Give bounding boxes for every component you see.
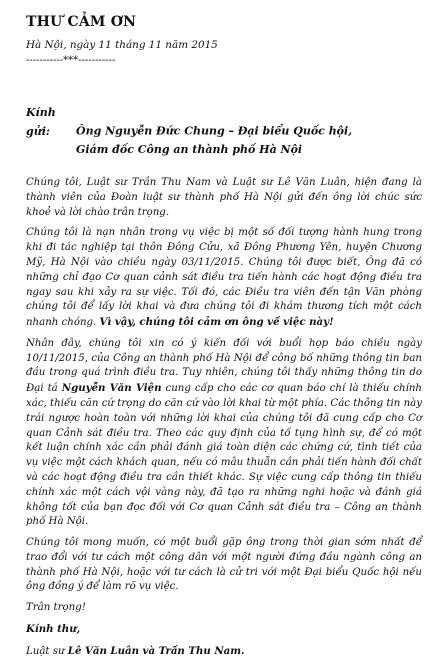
recipient-line-1 <box>26 104 422 141</box>
signer-line <box>26 644 422 660</box>
greeting-label: Kính gửi: <box>26 106 56 138</box>
recipient-block <box>26 104 422 160</box>
thanks-emphasis: Vì vậy, chúng tôi cảm ơn ông về việc này! <box>99 316 334 329</box>
paragraph-text: Chúng tôi, Luật sư Trần Thu Nam và Luật sư Lê Văn Luân, hiện đang là thành viên của Đoàn luật sư thành phố Hà Nội gửi đến ông lời chúc sức khoẻ và lời chào trân trọng. <box>26 177 422 218</box>
paragraph-text: Chúng tôi là nạn nhân trong vụ việc bị một số đối tượng hành hung trong khi đi tác nghiệp tại thôn Đông Cửu, xã Đông Phương Yên, huyện Chương Mỹ, Hà Nội vào chiều ngày 03/11/2015. Chúng tôi được biết, Ông đã có những chỉ đạo Cơ quan cảnh sát điều tra tiến hành các hoạt động điều tra ngay sau khi xảy ra sự việc. Tối đó, các Điều tra viên đến tận Văn phòng chúng tôi để lấy lời khai và đưa chúng tôi đi khám thương tích một cách nhanh chóng. <box>26 227 422 329</box>
letter-body <box>26 176 422 595</box>
signer-names: Lê Văn Luân và Trần Thu Nam. <box>67 644 245 657</box>
paragraph <box>26 536 422 595</box>
signature-label <box>26 622 422 638</box>
recipient-name: Ông Nguyễn Đức Chung – Đại biểu Quốc hội, <box>76 124 353 138</box>
paragraph-text: Nhân đây, chúng tôi xin có ý kiến đối với buổi họp báo chiều ngày 10/11/2015, của Công an thành phố Hà Nội để công bố những thông tin ban đầu trong quá trình điều tra. Tuy nhiên, chúng tôi thấy những thông tin do Đại tá <box>26 337 422 395</box>
paragraph-text: cung cấp cho các cơ quan báo chí là thiếu chính xác, thiếu căn cứ trọng do căn cứ vào lời khai từ một phía. Các thông tin này trái ngược hoàn toàn với những lời khai của chúng tôi đã cung cấp cho Cơ quan Cảnh sát điều tra. Theo các quy định của tố tụng hình sự, để có một kết luận chính xác cần phải đánh giá toàn diện các chứng cứ, tình tiết của vụ việc một cách khách quan, nếu có mâu thuẫn cần phải tiến hành đối chất và các hoạt động điều tra cần thiết khác. Sự việc cung cấp thông tin thiếu chính xác một cách vội vàng này, đã tạo ra những nghi hoặc và đánh giá không tốt của bạn đọc đối với Cơ quan Cảnh sát điều tra – Công an thành phố Hà Nội. <box>26 383 422 528</box>
closing: Trân trọng! <box>26 602 86 614</box>
paragraph <box>26 176 422 220</box>
paragraph <box>26 337 422 530</box>
paragraph-text: Chúng tôi mong muốn, có một buổi gặp ông trong thời gian sớm nhất để trao đổi với tư cách một công dân với một người đứng đầu ngành công an thành phố Hà Nội, hoặc với tư cách là cử tri với một Đại biểu Quốc hội nếu ông đồng ý để làm rõ vụ việc. <box>26 537 422 593</box>
letter-dateline: Hà Nội, ngày 11 tháng 11 năm 2015 <box>26 39 218 51</box>
letter-title: THƯ CẢM ƠN <box>26 14 137 30</box>
signer-prefix: Luật sư <box>26 645 65 657</box>
paragraph <box>26 226 422 330</box>
signature-label-text: Kính thư, <box>26 622 81 635</box>
official-name: Nguyễn Văn Viện <box>61 382 162 395</box>
divider: -----------***----------- <box>26 55 116 67</box>
recipient-line-2: Giám đốc Công an thành phố Hà Nội <box>76 143 303 157</box>
